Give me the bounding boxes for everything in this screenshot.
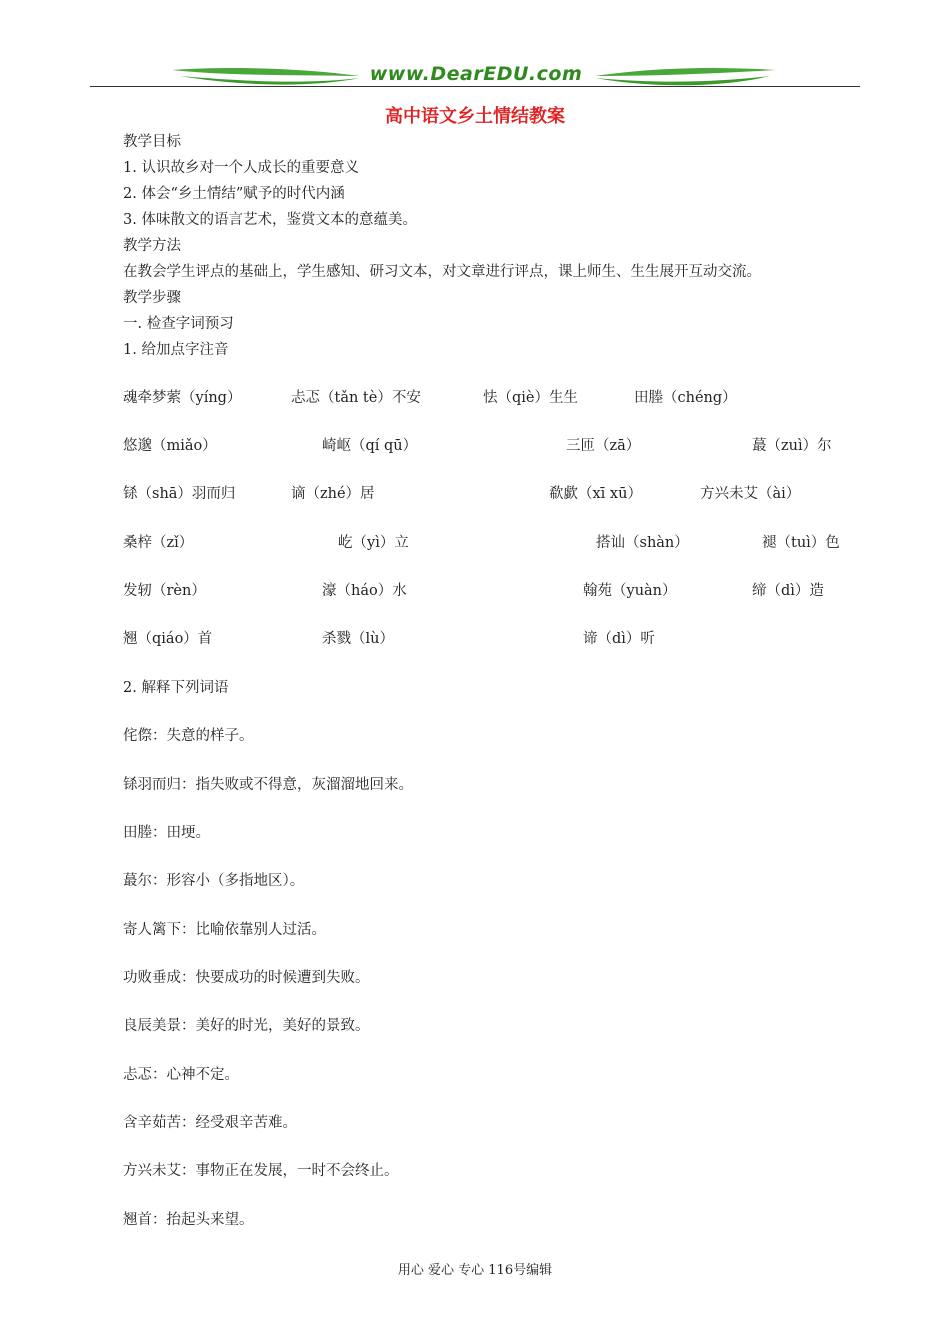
pinyin-cell: 忐忑（tǎn tè）不安 (291, 390, 421, 406)
pinyin-cell: 褪（tuì）色 (762, 535, 840, 551)
pinyin-cell: 谛（dì）听 (583, 631, 655, 647)
definition-item: 忐忑：心神不定。 (123, 1067, 239, 1083)
definition-item: 铩羽而归：指失败或不得意，灰溜溜地回来。 (123, 777, 413, 793)
definition-item: 方兴未艾：事物正在发展，一时不会终止。 (123, 1163, 399, 1179)
pinyin-cell: 濠（háo）水 (322, 583, 407, 599)
steps-heading: 教学步骤 (123, 290, 181, 306)
pinyin-cell: 崎岖（qí qū） (322, 438, 418, 454)
pinyin-cell: 铩（shā）羽而归 (123, 486, 236, 502)
logo-text: www.DearEDU.com (369, 63, 583, 85)
step1-heading: 一. 检查字词预习 (123, 316, 234, 332)
page-footer: 用心 爱心 专心 116号编辑 (397, 1263, 553, 1278)
pinyin-cell: 发轫（rèn） (123, 583, 206, 599)
pinyin-cell: 魂牵梦萦（yíng） (123, 390, 242, 406)
method-heading: 教学方法 (123, 238, 181, 254)
goal-item: 1. 认识故乡对一个人成长的重要意义 (123, 160, 359, 176)
pinyin-cell: 屹（yì）立 (338, 535, 409, 551)
sub2-heading: 2. 解释下列词语 (123, 680, 229, 696)
pinyin-cell: 杀戮（lù） (322, 631, 394, 647)
pinyin-cell: 桑梓（zǐ） (123, 535, 194, 551)
pinyin-cell: 翘（qiáo）首 (123, 631, 213, 647)
pinyin-cell: 三匝（zā） (566, 438, 641, 454)
pinyin-cell: 方兴未艾（ài） (700, 486, 801, 502)
definition-item: 侘傺：失意的样子。 (123, 728, 254, 744)
method-text: 在教会学生评点的基础上，学生感知、研习文本，对文章进行评点，课上师生、生生展开互动交流。 (123, 264, 761, 280)
header-divider (90, 86, 860, 87)
pinyin-cell: 缔（dì）造 (752, 583, 824, 599)
pinyin-cell: 悠邈（miǎo） (123, 438, 217, 454)
definition-item: 蕞尔：形容小（多指地区）。 (123, 873, 305, 889)
pinyin-cell: 蕞（zuì）尔 (752, 438, 832, 454)
definition-item: 良辰美景：美好的时光，美好的景致。 (123, 1018, 370, 1034)
pinyin-cell: 谪（zhé）居 (291, 486, 375, 502)
definition-item: 功败垂成：快要成功的时候遭到失败。 (123, 970, 370, 986)
definition-item: 寄人篱下：比喻依靠别人过活。 (123, 922, 326, 938)
pinyin-cell: 田塍（chéng） (634, 390, 737, 406)
definition-item: 田塍：田埂。 (123, 825, 210, 841)
pinyin-cell: 欷歔（xī xū） (549, 486, 642, 502)
definition-item: 翘首：抬起头来望。 (123, 1212, 254, 1228)
page-title: 高中语文乡土情结教案 (385, 106, 565, 127)
goal-item: 2. 体会“乡土情结”赋予的时代内涵 (123, 186, 345, 202)
pinyin-cell: 怯（qiè）生生 (483, 390, 579, 406)
sub1-heading: 1. 给加点字注音 (123, 342, 229, 358)
goals-heading: 教学目标 (123, 134, 181, 150)
pinyin-cell: 搭讪（shàn） (596, 535, 689, 551)
goal-item: 3. 体味散文的语言艺术，鉴赏文本的意蕴美。 (123, 212, 417, 228)
pinyin-cell: 翰苑（yuàn） (583, 583, 677, 599)
definition-item: 含辛茹苦：经受艰辛苦难。 (123, 1115, 297, 1131)
